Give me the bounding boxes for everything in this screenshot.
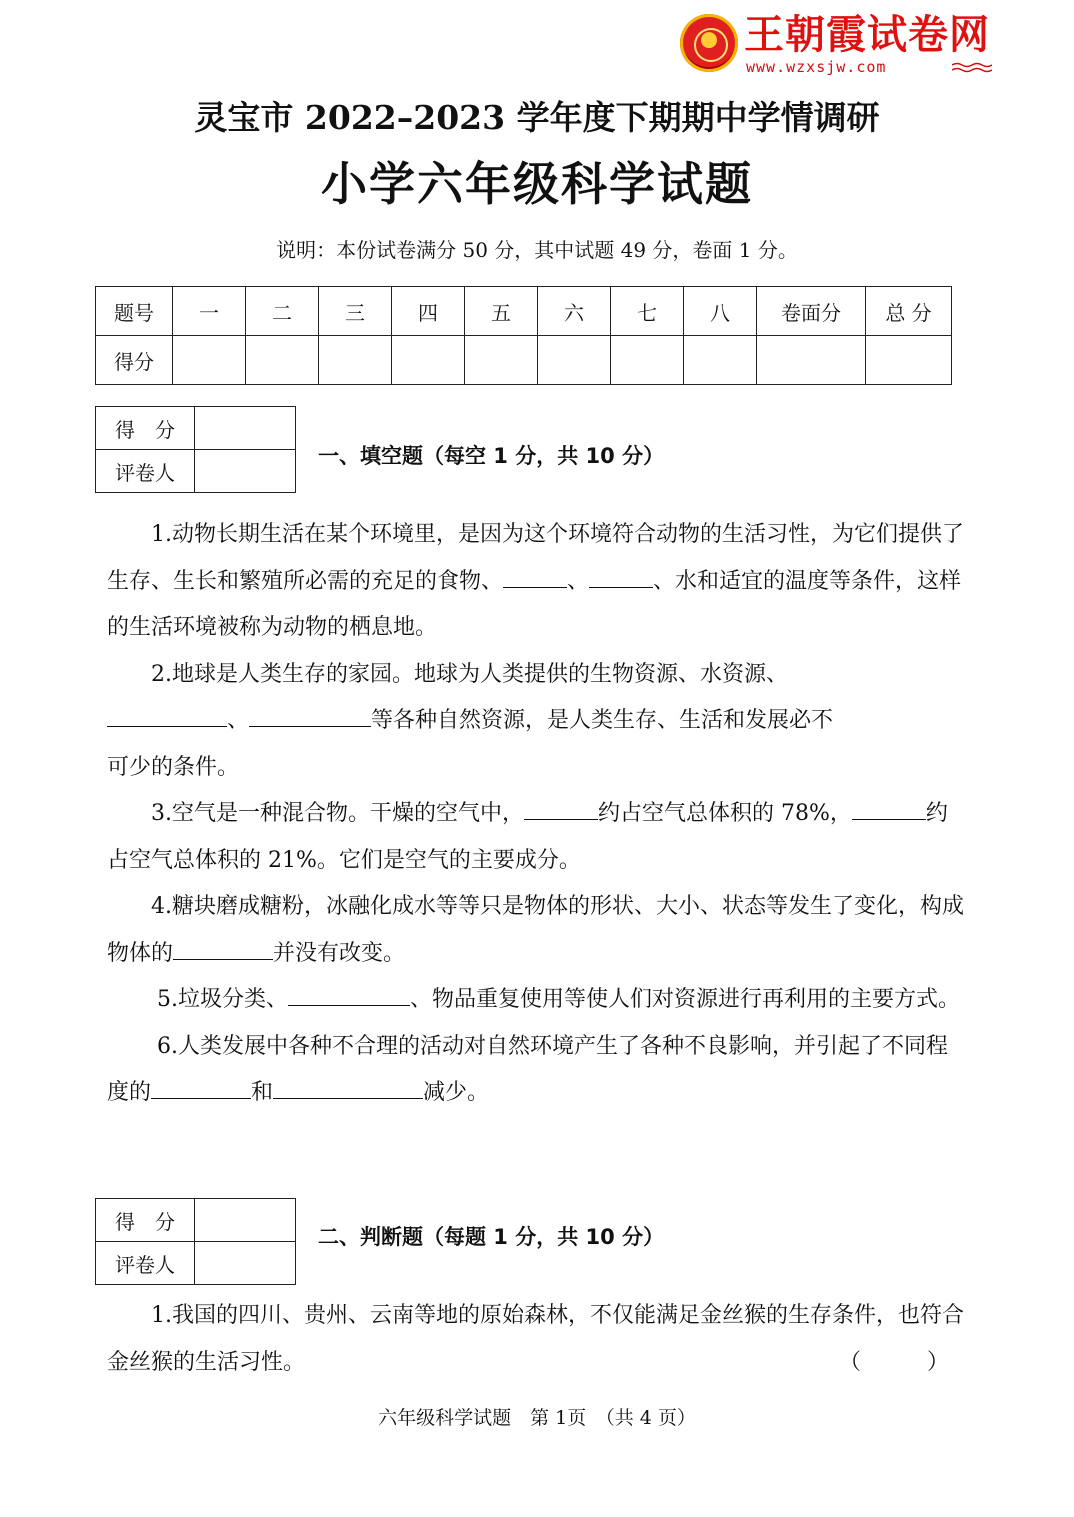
score-header-cell: 六 [538, 287, 611, 336]
score-cell[interactable] [757, 336, 866, 385]
score-header-cell: 三 [319, 287, 392, 336]
grader-box-section2 [95, 1198, 296, 1285]
judge-question-1: 1.我国的四川、贵州、云南等地的原始森林，不仅能满足金丝猴的生存条件，也符合金丝猴的生活习性。 （ ） [107, 1293, 967, 1386]
fill-question-3: 3.空气是一种混合物。干燥的空气中， 约占空气总体积的 78%， 约占空气总体积的 21%。它们是空气的主要成分。 [107, 791, 967, 884]
answer-blank[interactable] [107, 700, 227, 727]
answer-blank[interactable] [852, 793, 926, 820]
fill-question-6: 6.人类发展中各种不合理的活动对自然环境产生了各种不良影响，并引起了不同程度的 和 减少。 [107, 1033, 948, 1105]
section2-title: 二、判断题（每题 1 分，共 10 分） [318, 1225, 665, 1249]
score-header-cell: 八 [684, 287, 757, 336]
site-logo [680, 8, 1000, 78]
score-table-score-row [96, 336, 952, 385]
fill-question-4: 4.糖块磨成糖粉，冰融化成水等等只是物体的形状、大小、状态等发生了变化，构成物体的 并没有改变。 [107, 894, 964, 966]
logo-url: www.wzxsjw.com [746, 58, 887, 76]
score-header-cell: 四 [392, 287, 465, 336]
score-cell[interactable] [173, 336, 246, 385]
score-header-cell: 一 [173, 287, 246, 336]
exam-title-line2: 小学六年级科学试题 [321, 157, 753, 211]
grader-score-cell[interactable] [195, 1199, 296, 1242]
fill-question-2: 2.地球是人类生存的家园。地球为人类提供的生物资源、水资源、、 等各种自然资源，是人类生存、生活和发展必不可少的条件。 [107, 661, 834, 780]
section1-title: 一、填空题（每空 1 分，共 10 分） [318, 444, 665, 468]
score-cell[interactable] [392, 336, 465, 385]
section1-questions-b [107, 791, 967, 1117]
answer-blank[interactable] [249, 700, 371, 727]
score-header-cell: 七 [611, 287, 684, 336]
answer-blank[interactable] [524, 793, 598, 820]
grader-name-cell[interactable] [195, 450, 296, 493]
grader-name-cell[interactable] [195, 1242, 296, 1285]
fill-question-5: 5.垃圾分类、 、物品重复使用等使人们对资源进行再利用的主要方式。 [107, 977, 967, 1024]
fill-question-1: 1.动物长期生活在某个环境里，是因为这个环境符合动物的生活习性，为它们提供了生存、生长和繁殖所必需的充足的食物、 、 、水和适宜的温度等条件，这样的生活环境被称为动物的栖息地。 [107, 522, 964, 640]
score-header-cell: 卷面分 [757, 287, 866, 336]
answer-blank[interactable] [173, 933, 273, 960]
score-header-cell: 总 分 [866, 287, 952, 336]
answer-blank[interactable] [273, 1072, 423, 1099]
score-cell[interactable] [465, 336, 538, 385]
grader-box-section1 [95, 406, 296, 493]
grader-score-cell[interactable] [195, 407, 296, 450]
answer-blank[interactable] [288, 979, 410, 1006]
score-header-cell: 二 [246, 287, 319, 336]
grader-name-label: 评卷人 [96, 1242, 195, 1285]
score-header-cell: 五 [465, 287, 538, 336]
score-cell[interactable] [611, 336, 684, 385]
logo-name: 王朝霞试卷网 [744, 12, 990, 58]
answer-bracket[interactable]: （ ） [838, 1349, 949, 1375]
section1-questions [107, 512, 967, 791]
exam-title-line1: 灵宝市 2022–2023 学年度下期期中学情调研 [194, 98, 880, 137]
answer-blank[interactable] [589, 561, 653, 588]
answer-blank[interactable] [503, 561, 567, 588]
score-cell[interactable] [538, 336, 611, 385]
score-cell[interactable] [684, 336, 757, 385]
exam-description: 说明：本份试卷满分 50 分，其中试题 49 分，卷面 1 分。 [276, 238, 798, 262]
score-cell[interactable] [319, 336, 392, 385]
page-footer: 六年级科学试题 第 1页 （共 4 页） [378, 1407, 696, 1429]
score-cell[interactable] [866, 336, 952, 385]
grader-score-label: 得 分 [96, 1199, 195, 1242]
waves-icon [952, 62, 992, 74]
answer-blank[interactable] [151, 1072, 251, 1099]
grader-score-label: 得 分 [96, 407, 195, 450]
score-cell[interactable] [246, 336, 319, 385]
score-table [95, 286, 952, 385]
score-row-label: 得分 [96, 336, 173, 385]
grader-name-label: 评卷人 [96, 450, 195, 493]
score-header-cell: 题号 [96, 287, 173, 336]
seal-icon [680, 14, 738, 72]
section2-questions [107, 1293, 967, 1386]
score-table-header-row [96, 287, 952, 336]
